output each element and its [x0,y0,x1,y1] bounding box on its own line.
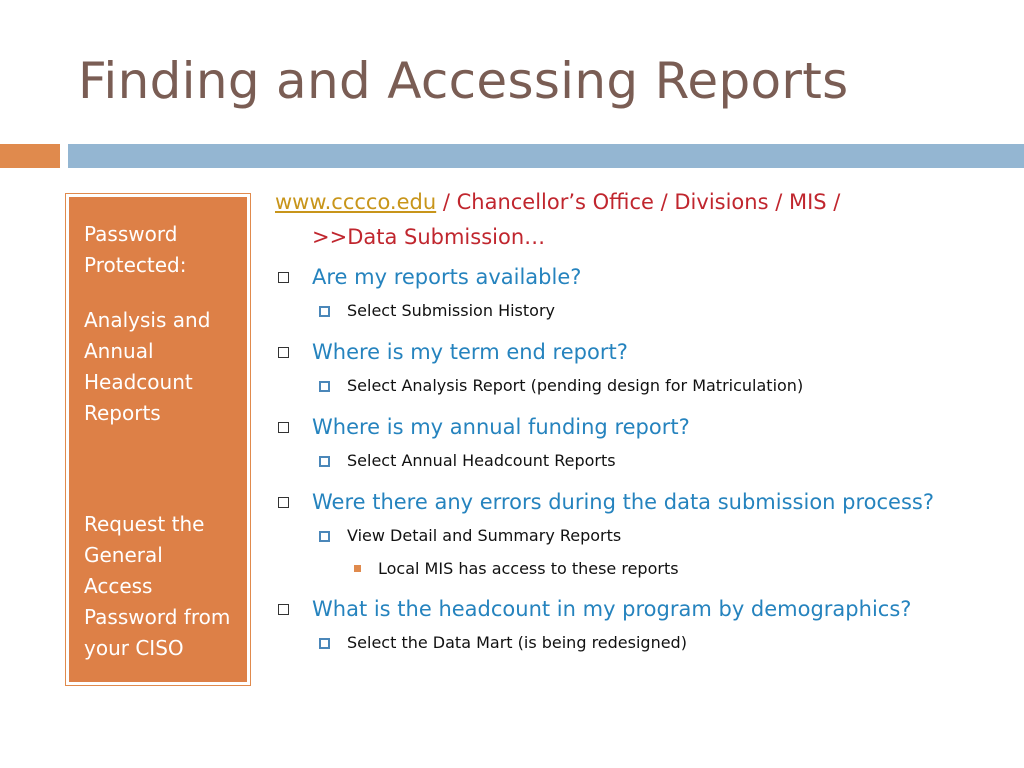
question-4 [275,487,1020,517]
answer-2 [275,373,1020,399]
answer-5 [275,630,1020,656]
navigation-path [275,185,1020,220]
square-bullet-icon [319,306,330,317]
accent-bar-orange [0,144,60,168]
answer-1-text: Select Submission History [347,301,555,320]
sidebar-callout [65,193,251,686]
question-4-text: Were there any errors during the data submission process? [312,490,934,514]
answer-4-detail [275,556,1020,582]
sidebar-text-password: Password Protected: [84,222,187,277]
accent-bar-blue [68,144,1024,168]
square-bullet-icon [319,531,330,542]
hollow-square-bullet-icon [278,272,289,283]
filled-square-bullet-icon [354,565,361,572]
question-1-text: Are my reports available? [312,265,582,289]
question-3 [275,412,1020,442]
answer-3-text: Select Annual Headcount Reports [347,451,616,470]
hollow-square-bullet-icon [278,422,289,433]
sidebar-callout-body [69,197,247,682]
answer-1 [275,298,1020,324]
question-2-text: Where is my term end report? [312,340,628,364]
answer-3 [275,448,1020,474]
answer-4 [275,523,1020,549]
square-bullet-icon [319,456,330,467]
answer-5-text: Select the Data Mart (is being redesigned) [347,633,687,652]
answer-2-text: Select Analysis Report (pending design for Matriculation) [347,376,804,395]
answer-4-text: View Detail and Summary Reports [347,526,622,545]
hollow-square-bullet-icon [278,497,289,508]
sidebar-text-reports: Analysis and Annual Headcount Reports [84,308,211,425]
question-1 [275,262,1020,292]
answer-4-detail-text: Local MIS has access to these reports [378,559,679,578]
cccco-link[interactable]: www.cccco.edu [275,190,437,214]
square-bullet-icon [319,381,330,392]
hollow-square-bullet-icon [278,604,289,615]
question-5 [275,594,1020,624]
question-5-text: What is the headcount in my program by demographics? [312,597,912,621]
slide-title: Finding and Accessing Reports [78,52,849,110]
square-bullet-icon [319,638,330,649]
content-area [275,185,1020,656]
hollow-square-bullet-icon [278,347,289,358]
sidebar-text-request: Request the General Access Password from your CISO [84,512,231,660]
question-3-text: Where is my annual funding report? [312,415,690,439]
navigation-path-line2: >>Data Submission… [312,225,546,249]
question-2 [275,337,1020,367]
navigation-path-rest: / Chancellor’s Office / Divisions / MIS / [436,190,841,214]
